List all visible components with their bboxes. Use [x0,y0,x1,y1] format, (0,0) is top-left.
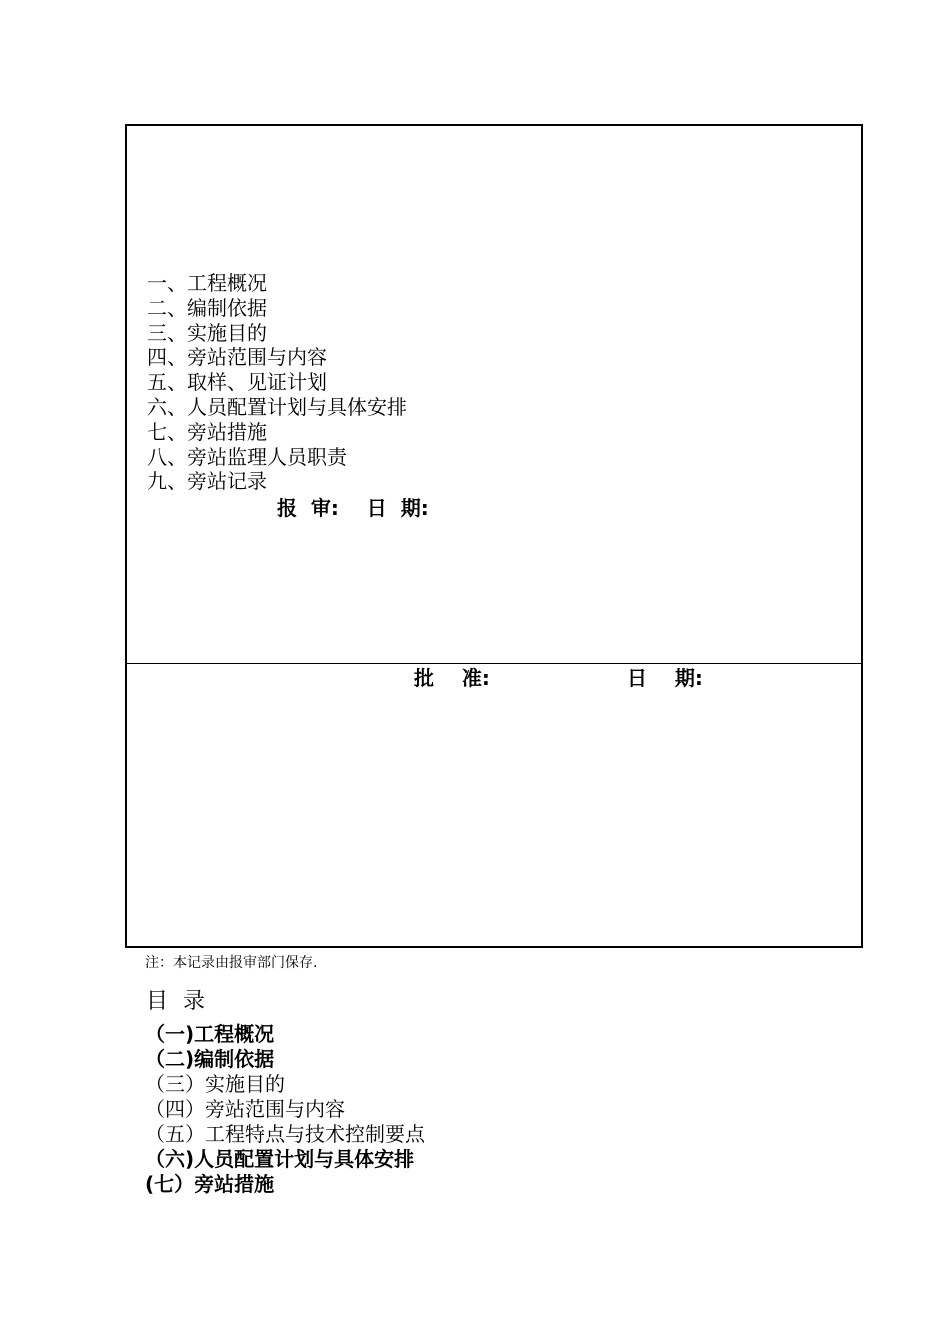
toc-item: （六)人员配置计划与具体安排 [145,1147,415,1171]
toc-item: （三）实施目的 [145,1072,285,1096]
review-date-label: 报 审: 日 期: [277,496,429,520]
approve-row [414,666,703,690]
section-list [147,271,407,494]
toc-heading: 目 录 [146,989,209,1014]
section-item: 六、人员配置计划与具体安排 [147,394,407,419]
toc-item: （二)编制依据 [145,1047,275,1071]
section-item: 五、取样、见证计划 [147,370,327,395]
toc-item: （一)工程概况 [145,1022,275,1046]
approve-date-label: 日 期: [627,666,703,690]
section-item: 二、编制依据 [147,295,267,320]
section-item: 九、旁站记录 [147,469,267,494]
form-note: 注：本记录由报审部门保存. [145,955,318,971]
section-item: 八、旁站监理人员职责 [147,444,347,469]
toc-item: （五）工程特点与技术控制要点 [145,1122,425,1146]
section-item: 三、实施目的 [147,320,267,345]
toc-item: (七）旁站措施 [145,1172,275,1196]
toc-list [145,1022,425,1197]
section-item: 七、旁站措施 [147,419,267,444]
toc-item: （四）旁站范围与内容 [145,1097,345,1121]
section-item: 四、旁站范围与内容 [147,345,327,370]
report-form [125,124,863,948]
form-lower-cell [127,664,861,946]
approve-label: 批 准: [414,666,490,690]
form-upper-cell [127,126,861,664]
section-item: 一、工程概况 [147,271,267,295]
